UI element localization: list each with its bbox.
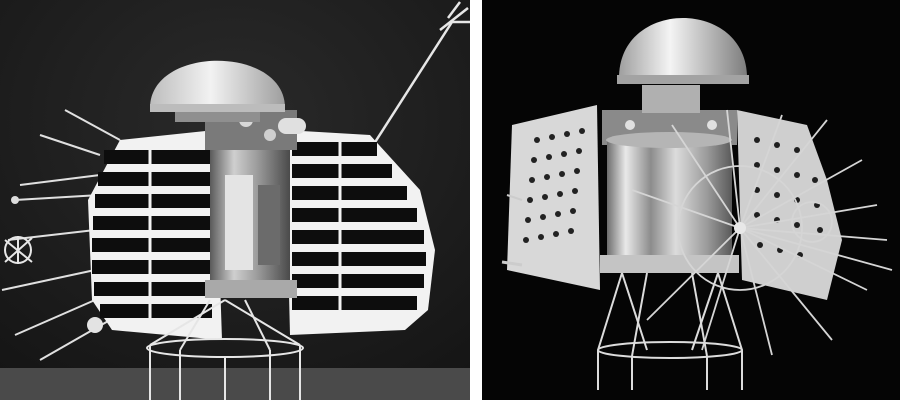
left-ground [0, 368, 470, 400]
right-spacecraft-illustration [482, 0, 900, 400]
antenna-tip-left [11, 196, 19, 204]
sensor-pod-left [87, 317, 103, 333]
solar-panel-left [88, 130, 222, 340]
panel-separator [470, 0, 482, 400]
antenna-hub [734, 222, 746, 234]
right-spacecraft-panel [482, 0, 900, 400]
central-cylinder-right [600, 85, 739, 273]
